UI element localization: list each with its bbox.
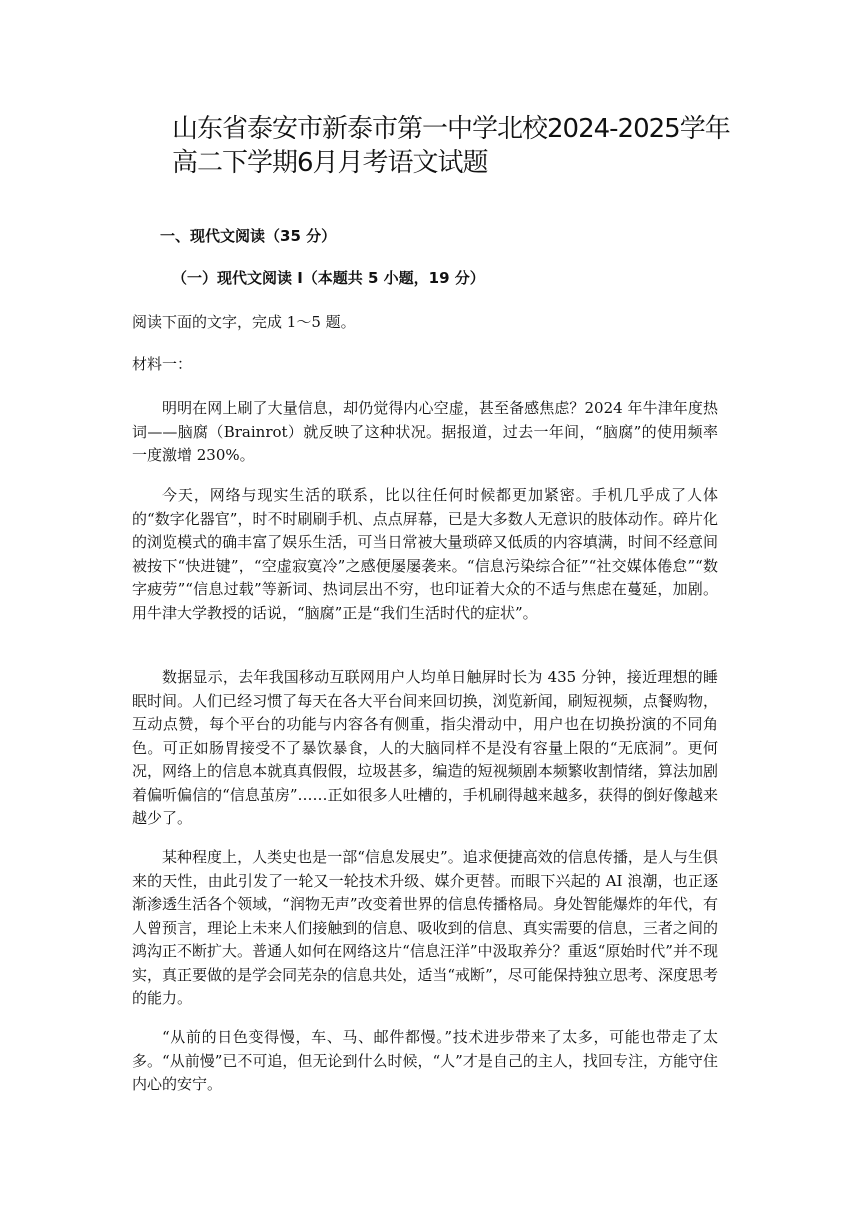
reading-instruction: 阅读下面的文字，完成 1～5 题。 bbox=[132, 313, 356, 331]
exam-title bbox=[172, 112, 772, 180]
paragraph-5: “从前的日色变得慢，车、马、邮件都慢。”技术进步带来了太多，可能也带走了太多。“从前慢”已不可追，但无论到什么时候，“人”才是自己的主人，找回专注，方能守住内心的安宁。 bbox=[132, 1028, 718, 1093]
material-label: 材料一： bbox=[132, 355, 193, 373]
exam-title-line-1: 山东省泰安市新泰市第一中学北校2024-2025学年 bbox=[172, 114, 730, 144]
paragraph-2: 今天，网络与现实生活的联系，比以往任何时候都更加紧密。手机几乎成了人体的“数字化器官”，时不时刷刷手机、点点屏幕，已是大多数人无意识的肢体动作。碎片化的浏览模式的确丰富了娱乐生活，可当日常被大量琐碎又低质的内容填满，时间不经意间被按下“快进键”，“空虚寂寞冷”之感便屡屡袭来。“信息污染综合征”“社交媒体倦怠”“数字疲劳”“信息过载”等新词、热词层出不穷，也印证着大众的不适与焦虑在蔓延，加剧。用牛津大学教授的话说，“脑腐”正是“我们生活时代的症状”。 bbox=[132, 486, 718, 622]
paragraph-4: 某种程度上，人类史也是一部“信息发展史”。追求便捷高效的信息传播，是人与生俱来的天性，由此引发了一轮又一轮技术升级、媒介更替。而眼下兴起的 AI 浪潮，也正逐渐渗透生活各个领域，“润物无声”改变着世界的信息传播格局。身处智能爆炸的年代，有人曾预言，理论上未来人们接触到的信息、吸收到的信息、真实需要的信息，三者之间的鸿沟正不断扩大。普通人如何在网络这片“信息汪洋”中汲取养分？重返“原始时代”并不现实，真正要做的是学会同芜杂的信息共处，适当“戒断”，尽可能保持独立思考、深度思考的能力。 bbox=[132, 848, 718, 1007]
paragraph-3: 数据显示，去年我国移动互联网用户人均单日触屏时长为 435 分钟，接近理想的睡眠时间。人们已经习惯了每天在各大平台间来回切换，浏览新闻，刷短视频，点餐购物，互动点赞，每个平台的功能与内容各有侧重，指尖滑动中，用户也在切换扮演的不同角色。可正如肠胃接受不了暴饮暴食，人的大脑同样不是没有容量上限的“无底洞”。更何况，网络上的信息本就真真假假，垃圾甚多，编造的短视频剧本频繁收割情绪，算法加剧着偏听偏信的“信息茧房”……正如很多人吐槽的，手机刷得越来越多，获得的倒好像越来越少了。 bbox=[132, 668, 718, 827]
sub-heading: （一）现代文阅读 I（本题共 5 小题，19 分） bbox=[172, 269, 485, 287]
exam-title-line-2: 高二下学期6月月考语文试题 bbox=[172, 148, 488, 178]
section-heading: 一、现代文阅读（35 分） bbox=[160, 227, 337, 245]
paragraph-1: 明明在网上刷了大量信息，却仍觉得内心空虚，甚至备感焦虑？2024 年牛津年度热词——脑腐（Brainrot）就反映了这种状况。据报道，过去一年间，“脑腐”的使用频率一度激增 230%。 bbox=[132, 399, 718, 464]
